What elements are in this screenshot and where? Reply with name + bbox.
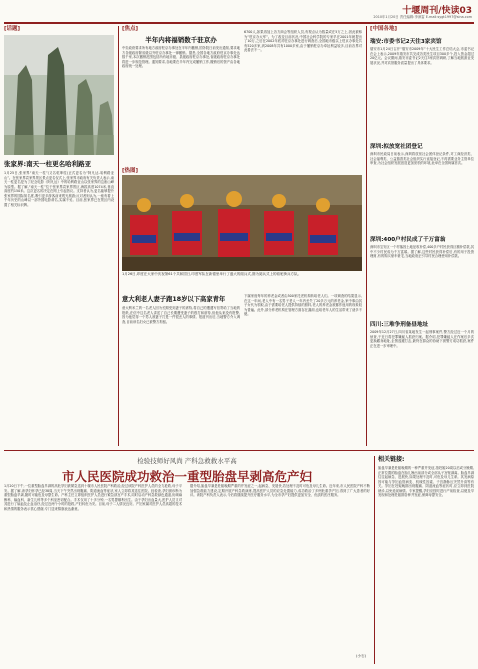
right-item-headline: 瑞安:市委书记2天往3家宾馆: [370, 39, 442, 45]
right-item-1: [370, 37, 474, 139]
column-divider-1: [118, 26, 119, 446]
right-item-body: 瑞安市1月24日召开“瑞安市2009年”十大民生工作总结大会,市委书记在会上表示,2009年瑞安市共完成各类民生项目300多个,投入资金超过20亿元。会议期间,瑞安市委书记2天往3家宾馆调研,了解当地旅游业发展状况,并对宾馆服务质量提出了具体要求。: [370, 47, 474, 65]
photo-caption: 1月26日,印度在大家中庆祝第61个共和国日,印度军队在新德里举行了盛大的阅兵式,图为阅兵式上的骆驼骑兵方队。: [122, 272, 301, 276]
parade-photo: [122, 175, 362, 271]
section-tag-photo: [热图]: [122, 168, 139, 174]
masthead-dateline: 2010年1月20日 责任编辑:李润雷 E-mail:sygt1997@sina.com: [373, 15, 472, 19]
left-column: [4, 26, 114, 446]
related-links-tag: 相关链接:: [378, 456, 405, 463]
masthead: [0, 0, 478, 22]
center-top-block: [122, 26, 362, 166]
bottom-article: [4, 456, 370, 664]
section-divider: [4, 450, 474, 451]
bottom-byline: (小石): [356, 654, 366, 658]
center-top-right-body: 6700人,如果再加上各方商会等组织人员,有观点认为数量或在5万之上,因此被称为“驻京办大军”。为了改变目前状况,中国社会科学院的专家早在2001年就提出了10万,之后在2002年底对驻京办事处进行调查后,全国地市级以上驻京办事处共有520多家,到2008年共有1000多家,由于撤销驻京办牵扯利益较多,目前各界对此看法不一。: [244, 30, 362, 52]
right-item-body: 2009年12月27日,四川省某地发生一起刑事案件,警方经过近一个月的侦查,于近日将犯罪嫌疑人抓获归案。据介绍,犯罪嫌疑人在作案后多次更换藏身地址,企图逃避打击,最终在群众的协助下被警方成功抓获,案件正在进一步审理中。: [370, 330, 474, 348]
zhangjiajie-photo: [4, 35, 114, 155]
right-item-body: 深圳市宝安区一个村落因土地征收补偿,400多户村民获得巨额补偿款,其中不少村民成为千万富翁。据了解,这些村民获得补偿后,有的用于投资理财,有的购买豪车豪宅,当地政府正引导村民合理使用补偿款。: [370, 245, 474, 258]
center-mid-headline: 意大利老人妻子跑18岁以下高家青年: [122, 296, 226, 303]
section-tag-topic: [话题]: [4, 26, 21, 32]
center-mid-right-body: 下属家庭每年的养老金或者由500家托老机构转给老人们。一项调查的结果显示,在这一年间,老人中有一名男子老人一年内丢失了20多万元的养老金,家中事由其子女代为领取,由于需要给老人提供持续的照料,老人的养老金被挪作他用的现象较为普遍。此外,部分养老机构在管理方面存在漏洞,也给老年人的生活带来了诸多不便。: [244, 294, 362, 316]
column-divider-3: [374, 456, 375, 664]
bottom-body-right: 据介绍,胎盘早剥是妊娠晚期严重的并发症之一,起病急、发展快,若处理不及时可危及母儿生命。近年来,市人民医院产科不断加强急救能力建设,定期开展产科急救演练,提高医护人员的应急处置能力,成功救治了多例危重孕产妇,得到了广大患者的好评。该院产科负责人表示,今后将继续提升医疗服务水平,为全市孕产妇提供更加安全、优质的医疗服务。: [190, 484, 370, 497]
bottom-headline: 市人民医院成功救治一重型胎盘早剥高危产妇: [61, 469, 312, 484]
bottom-kicker: 检验技师好风尚 产科急救救水平高: [137, 457, 237, 465]
photo-block: [122, 168, 362, 290]
center-top-body: 中央政府要求所有地方政府驻京办事处在半年内撤销,国务院日前发出通知,要求地方各级政府除省级以外驻京办事处一律撤销。据悉,全国各地方政府驻京办事处达数千家,本次撤销范围包括所有地市级、县级政府驻京办事处,省级政府驻京办事处将进一步规范管理。通知要求,各地要在半年内完成撤销工作,撤销后的资产由各地政府统一处理。: [122, 46, 240, 68]
masthead-rule: [4, 22, 474, 24]
right-item-headline: 四川:三堆争刑备昼地址: [370, 322, 429, 328]
right-item-headline: 深圳:拟放宽社团登记: [370, 144, 423, 150]
center-top-headline: 半年内将福销数千驻京办: [145, 36, 217, 44]
center-mid-body: 意大利米兰的一名老人因为长期受到妻子的虐待,将自己的遭遇写信寄给了当地的报纸,在信中这名老人讲述了自己长期遭受妻子的殴打和虐待,但他从来没有报警,因为他觉得一个男人被妻子打是一件很丢人的事情。报道刊出后,当地警方介入调查,目前该名妇女已被警方拘留。: [122, 306, 240, 324]
right-item-headline: 深圳:400户村民成了千万富翁: [370, 237, 446, 243]
right-column: [370, 26, 474, 446]
related-links: [378, 456, 474, 664]
related-links-body: 胎盘早剥是妊娠晚期的一种严重并发症,指妊娠20周以后或分娩期,正常位置的胎盘在胎儿娩出前部分或全部从子宫壁剥离。胎盘早剥往往起病急、进展快,如果处理不及时,可危及母儿生命。其发病原因可能与孕妇血管病变、机械性因素、子宫静脉压突然升高等有关。孕妇在妊娠晚期出现腹痛、阴道流血等症状时,应立即到医院就诊,以免延误病情。专家提醒,孕妇应按时进行产前检查,以便及早发现和处理妊娠期各种并发症,保障母婴安全。: [378, 466, 474, 497]
center-mid-block: [122, 294, 362, 446]
left-headline: 张家界:南天一柱更名哈利路亚: [4, 160, 92, 168]
right-item-body: 深圳市民政局日前表示,深圳将放宽社会团体登记条件,对工商经济类、社会福利类、公益慈善类社会组织实行直接登记,不再需要业务主管单位审查,为社会组织发展创造更加宽松的环境,此举在全国尚属首次。: [370, 152, 474, 165]
right-item-3: [370, 235, 474, 317]
section-tag-focus: [焦点]: [122, 26, 139, 32]
section-tag-regions: [中国各地]: [370, 26, 398, 32]
masthead-title: 十堰周刊/快读03: [402, 6, 472, 16]
column-divider-2: [366, 26, 367, 446]
right-item-4: [370, 320, 474, 396]
right-item-2: [370, 142, 474, 232]
left-body: 1月25日,张家界“南天一柱”(又名乾坤柱)正式更名为“阿凡达-哈利路亚山”。在张家界袁家界景区景点更名仪式上,张家界市政府有关负责人表示,南天一柱更名是为了纪念电影《阿凡达》中的哈利路亚山以张家界的这座山峰为原型。据了解,“南天一柱”位于张家界袁家界景区,海拔高度1074米,垂直高度约150米。这次更名的决定在网上引起热议。支持者认为,更名能够提升张家界的国际知名度,吸引更多游客前来观光旅游;反对者则认为,一座有着上千年历史的山峰以一部外国电影命名,实属不妥。目前,张家界已在景区内设置了相关标识牌。: [4, 171, 114, 207]
bottom-body-left: 1月20日下午,一位重型胎盘早剥的高危孕妇被紧急送到十堰市人民医院产科救治,经过该院产科医护人员的全力抢救,母子平安。据了解,该孕妇怀孕已经38周,当天下午突然出现腹痛、阴道流血等症状,家人立即将其送往医院。经检查,孕妇被诊断为重型胎盘早剥,随时可能危及母婴生命。产科主任立即组织医护人员进行紧急剖宫产手术,同时启动产科急救绿色通道,协调麻醉科、输血科、新生儿科等多个科室密切配合。手术仅用了十多分钟,一名男婴顺利出生。由于孕妇出血量大,医护人员又对其进行了输血及止血治疗,经过近两个小时的抢救,产妇转危为安。目前,母子二人情况良好。产妇家属对医护人员高超的技术和热情的服务表示衷心感谢,专门送来锦旗表达谢意。: [4, 484, 182, 511]
